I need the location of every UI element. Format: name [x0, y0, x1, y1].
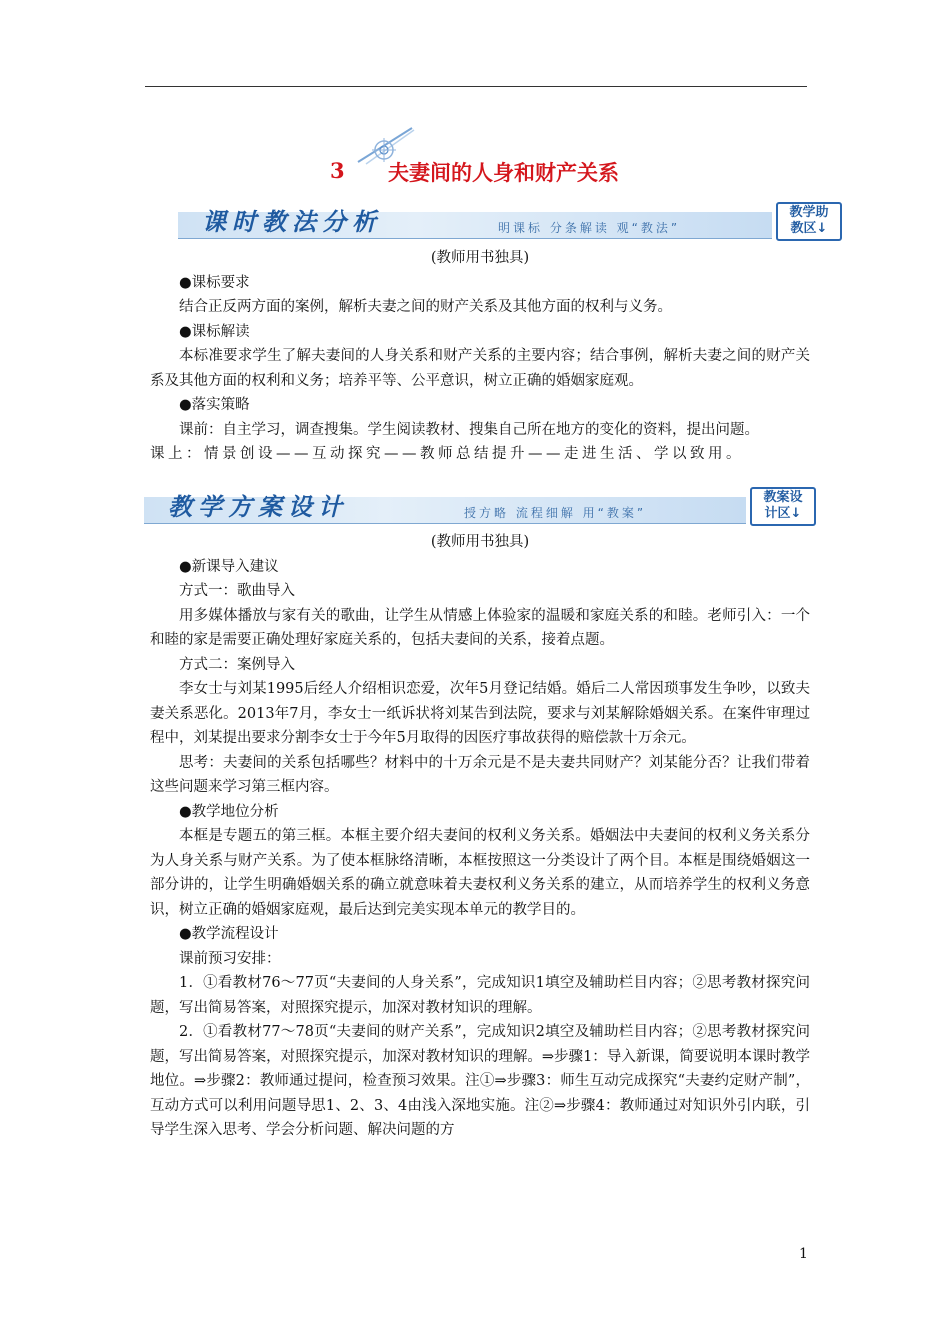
banner-heading: 教学方案设计: [168, 492, 348, 521]
badge-line-1: 教学助: [789, 205, 829, 220]
paragraph: 课前：自主学习，调查搜集。学生阅读教材、搜集自己所在地方的变化的资料，提出问题。: [179, 421, 759, 438]
page-number: 1: [799, 1246, 808, 1262]
paragraph: 本标准要求学生了解夫妻间的人身关系和财产关系的主要内容；结合事例，解析夫妻之间的财产关系及其他方面的权利和义务；培养平等、公平意识，树立正确的婚姻家庭观。: [150, 348, 810, 389]
badge-line-2: 计区↓: [764, 506, 802, 521]
method-label: 方式一：歌曲导入: [179, 583, 295, 599]
section-heading: ●教学地位分析: [179, 803, 279, 820]
paragraph: 本框是专题五的第三框。本框主要介绍夫妻间的权利义务关系。婚姻法中夫妻间的权利义务关系分为人身关系与财产关系。为了使本框脉络清晰，本框按照这一分类设计了两个目。本框是围绕婚姻这一部分讲的，让学生明确婚姻关系的确立就意味着夫妻权利义务关系的建立，从而培养学生的权利义务意识，树立正确的婚姻家庭观，最后达到完美实现本单元的教学目的。: [150, 828, 810, 918]
badge-line-2: 教区↓: [790, 221, 828, 236]
section-heading: ●课标解读: [179, 323, 250, 340]
teacher-note: (教师用书独具): [430, 250, 530, 266]
header-rule: [145, 86, 807, 87]
paragraph: 李女士与刘某1995后经人介绍相识恋爱，次年5月登记结婚。婚后二人常因琐事发生争吵，以致夫妻关系恶化。2013年7月，李女士一纸诉状将刘某告到法院，要求与刘某解除婚姻关系。在案件审理过程中，刘某提出要求分割李女士于今年5月取得的因医疗事故获得的赔偿款十万余元。: [150, 681, 810, 746]
section-analysis: [150, 246, 810, 467]
paragraph: 思考：夫妻间的关系包括哪些？材料中的十万余元是不是夫妻共同财产？刘某能分否？让我们带着这些问题来学习第三框内容。: [150, 754, 810, 795]
section-heading: ●教学流程设计: [179, 926, 279, 942]
section-design: [150, 530, 810, 1143]
section-heading: ●课标要求: [179, 274, 250, 291]
banner-subtitle: 明课标 分条解读 观“教法”: [498, 221, 681, 235]
teacher-note: (教师用书独具): [430, 534, 530, 550]
banner-heading: 课时教法分析: [202, 207, 382, 236]
lesson-plan-badge[interactable]: [750, 487, 816, 526]
banner-subtitle: 授方略 流程细解 用“教案”: [464, 506, 647, 520]
paragraph: 1．①看教材76～77页“夫妻间的人身关系”，完成知识1填空及辅助栏目内容；②思考教材探究问题，写出简易答案，对照探究提示，加深对教材知识的理解。: [150, 975, 810, 1016]
banner-teaching-design: [144, 487, 816, 525]
paragraph: 课上：情景创设——互动探究——教师总结提升——走进生活、学以致用。: [150, 446, 744, 462]
section-heading: ●新课导入建议: [179, 558, 279, 575]
badge-line-1: 教案设: [763, 490, 803, 505]
teaching-aid-badge[interactable]: [776, 202, 842, 241]
lesson-title-text: 夫妻间的人身和财产关系: [388, 161, 619, 185]
paragraph: 用多媒体播放与家有关的歌曲，让学生从情感上体验家的温暖和家庭关系的和睦。老师引入：一个和睦的家是需要正确处理好家庭关系的，包括夫妻间的关系，接着点题。: [150, 607, 810, 648]
paragraph: 2．①看教材77～78页“夫妻间的财产关系”，完成知识2填空及辅助栏目内容；②思考教材探究问题，写出简易答案，对照探究提示，加深对教材知识的理解。⇒步骤1：导入新课，简要说明本课时教学地位。⇒步骤2：教师通过提问，检查预习效果。注①⇒步骤3：师生互动完成探究“夫妻约定财产制”，互动方式可以利用问题导思1、2、3、4由浅入深地实施。注②⇒步骤4：教师通过对知识外引内联，引导学生深入思考、学会分析问题、解决问题的方: [150, 1024, 810, 1138]
method-label: 方式二：案例导入: [179, 656, 295, 673]
paragraph: 课前预习安排：: [179, 950, 281, 967]
section-heading: ●落实策略: [179, 397, 250, 413]
paragraph: 结合正反两方面的案例，解析夫妻之间的财产关系及其他方面的权利与义务。: [179, 299, 672, 315]
lesson-number: 3: [330, 158, 345, 183]
banner-teaching-analysis: [178, 202, 842, 240]
